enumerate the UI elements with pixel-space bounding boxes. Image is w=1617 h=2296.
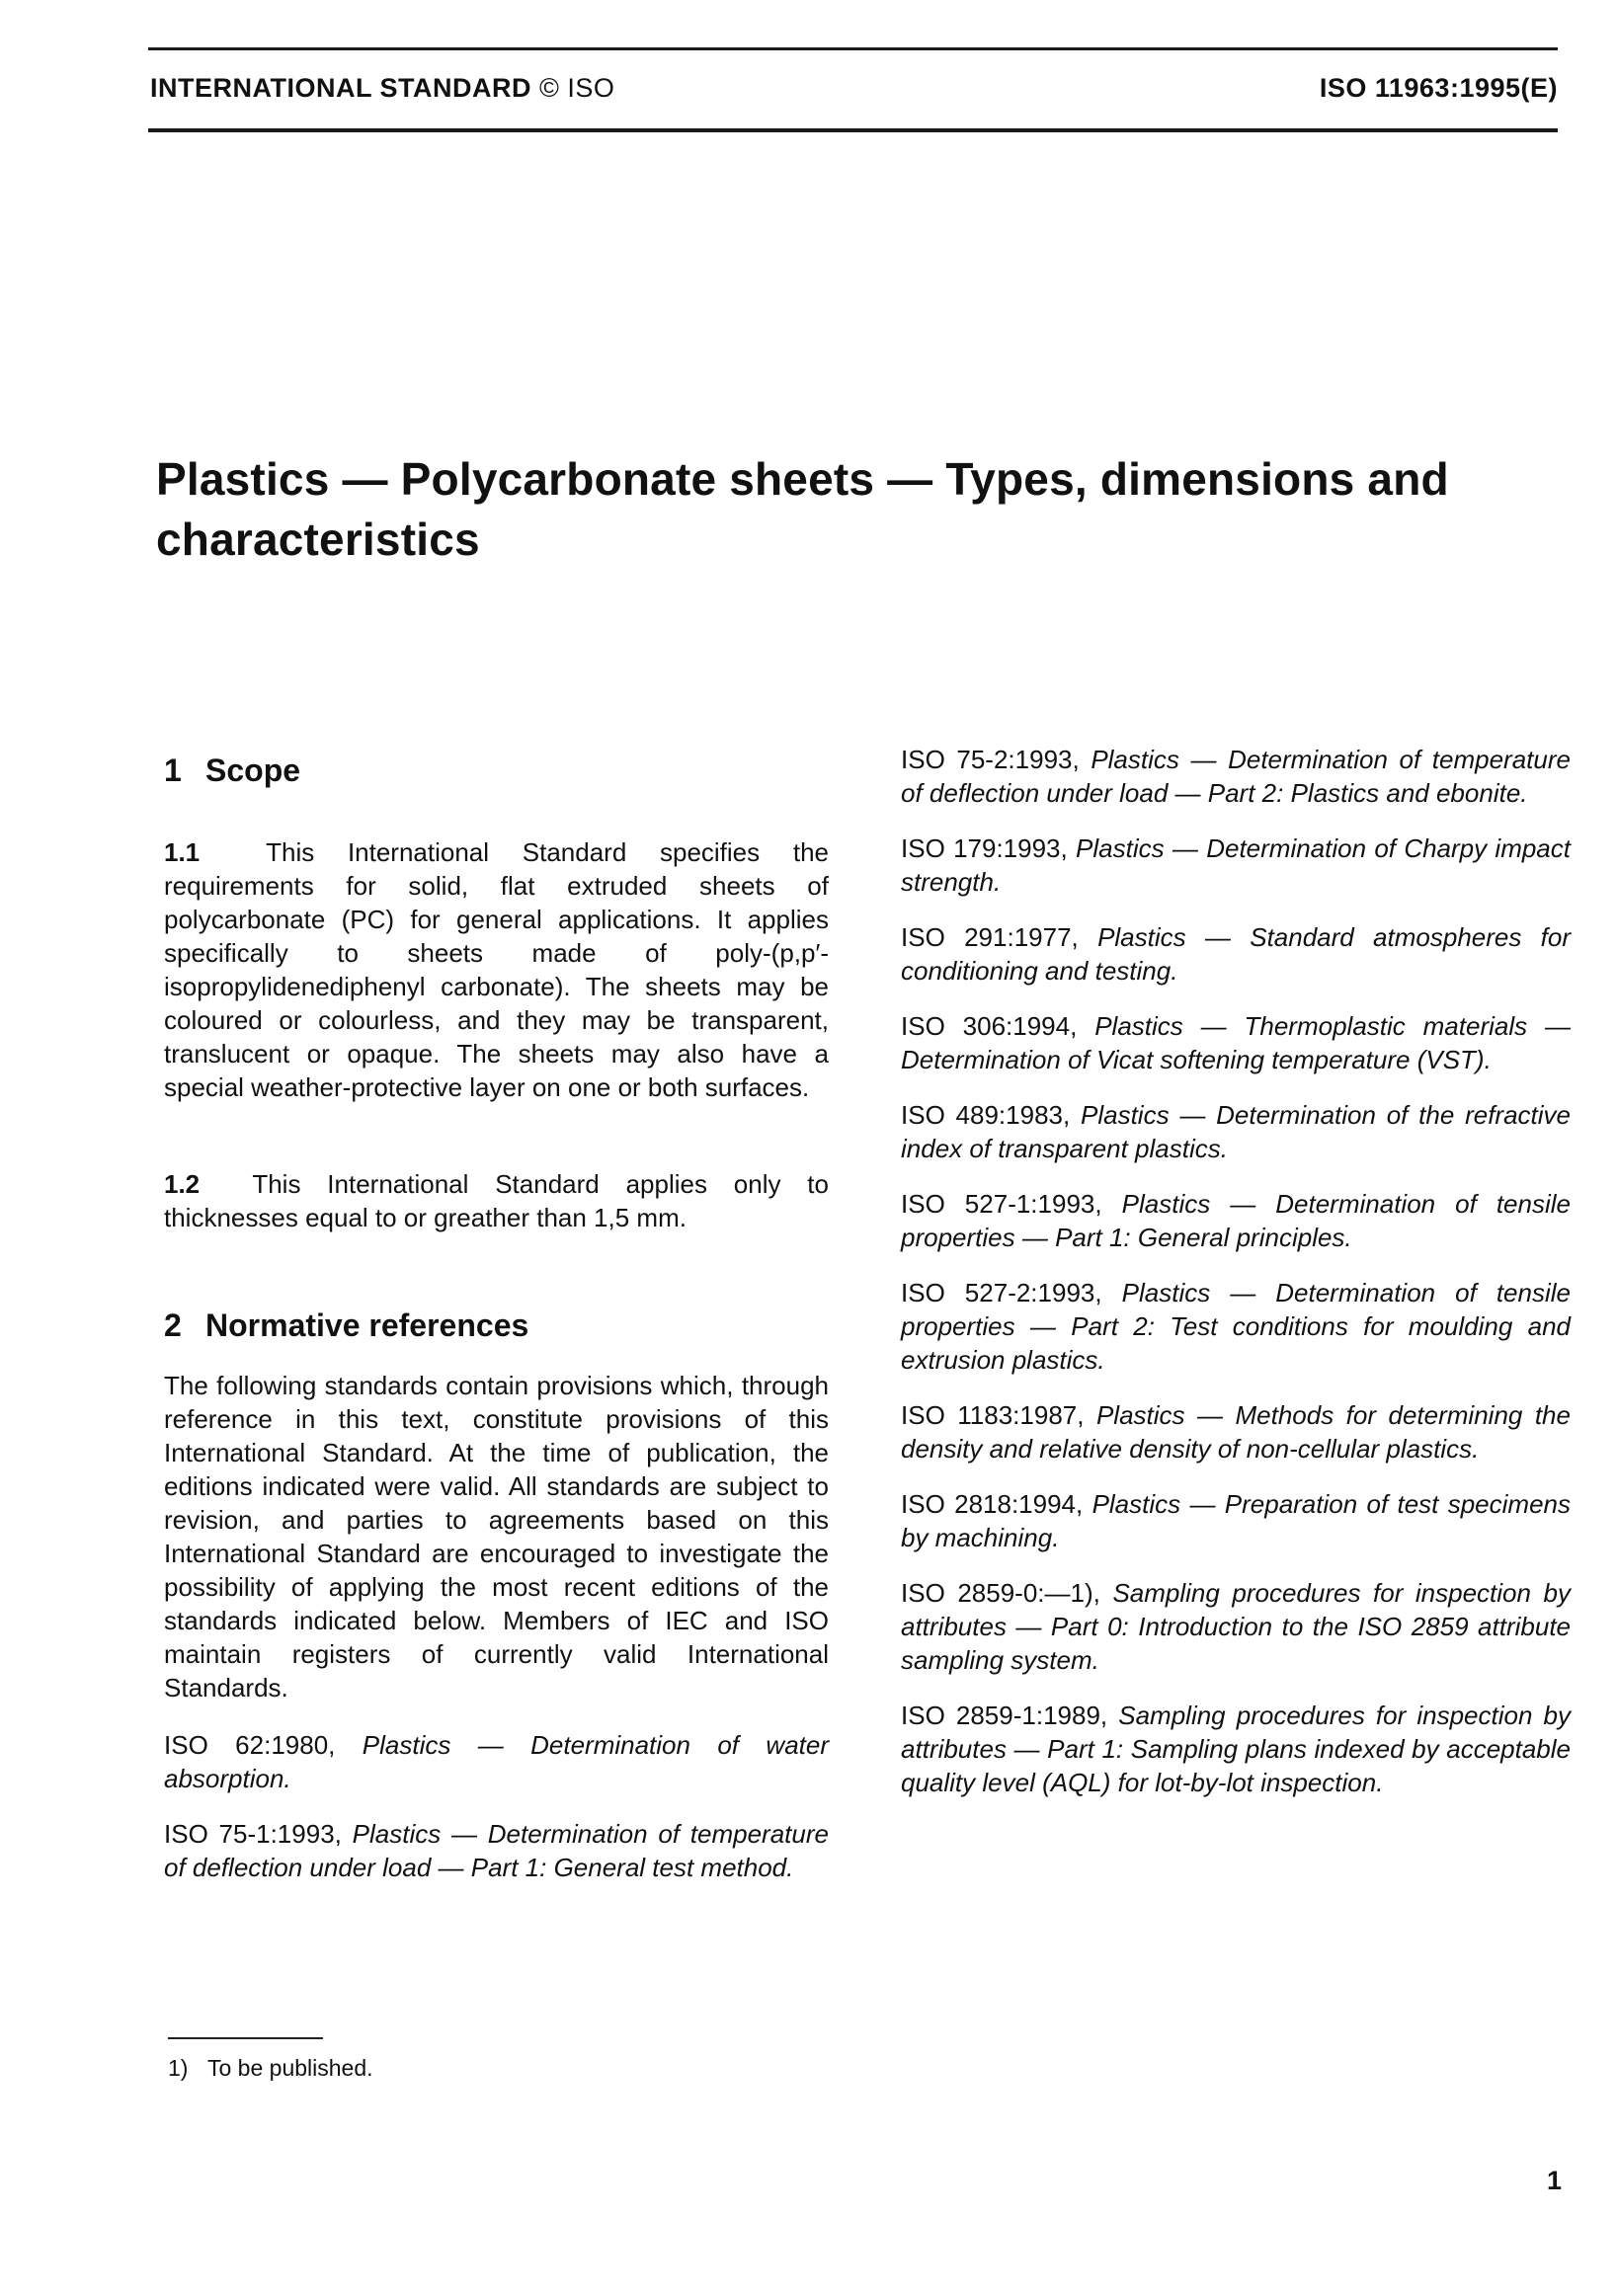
scope-heading-text: Scope bbox=[205, 752, 301, 788]
reference-item bbox=[901, 831, 1571, 899]
header-top-rule bbox=[148, 47, 1558, 50]
reference-title: Plastics — Standard atmospheres for conditioning and testing. bbox=[901, 922, 1571, 986]
reference-code: ISO 62:1980, bbox=[164, 1730, 336, 1760]
reference-code: ISO 489:1983, bbox=[901, 1100, 1071, 1130]
reference-title: Sampling procedures for inspection by attributes — Part 1: Sampling plans indexed by acceptable quality level (AQL) for lot-by-lot inspection. bbox=[901, 1701, 1571, 1797]
reference-item bbox=[901, 1576, 1571, 1677]
reference-code: ISO 75-1:1993, bbox=[164, 1819, 342, 1849]
reference-title: Plastics — Preparation of test specimens by machining. bbox=[901, 1489, 1571, 1552]
reference-title: Plastics — Determination of temperature of deflection under load — Part 1: General test method. bbox=[164, 1819, 829, 1882]
reference-title: Sampling procedures for inspection by attributes — Part 0: Introduction to the ISO 2859 attribute sampling system. bbox=[901, 1578, 1571, 1675]
reference-item bbox=[901, 1187, 1571, 1254]
reference-title: Plastics — Determination of tensile properties — Part 2: Test conditions for moulding and extrusion plastics. bbox=[901, 1278, 1571, 1375]
right-column bbox=[901, 743, 1571, 1799]
reference-item bbox=[901, 1276, 1571, 1377]
reference-item bbox=[901, 1098, 1571, 1165]
reference-item bbox=[901, 743, 1571, 810]
footnote-mark: 1) bbox=[168, 2055, 189, 2081]
header-bottom-rule bbox=[148, 128, 1558, 132]
reference-code: ISO 2818:1994, bbox=[901, 1489, 1084, 1519]
reference-title: Plastics — Determination of the refractive index of transparent plastics. bbox=[901, 1100, 1571, 1163]
reference-item bbox=[901, 1487, 1571, 1554]
scope-paragraph-1-2 bbox=[164, 1167, 829, 1234]
footnote bbox=[168, 2055, 373, 2082]
scope-paragraph-1-1 bbox=[164, 835, 829, 1104]
reference-code: ISO 527-2:1993, bbox=[901, 1278, 1102, 1307]
reference-title: Plastics — Methods for determining the density and relative density of non-cellular plastics. bbox=[901, 1400, 1571, 1464]
reference-item bbox=[901, 1699, 1571, 1799]
reference-code: ISO 291:1977, bbox=[901, 922, 1079, 952]
reference-title: Plastics — Determination of Charpy impact strength. bbox=[901, 833, 1571, 897]
header-document-number: ISO 11963:1995(E) bbox=[1319, 73, 1558, 103]
reference-title: Plastics — Determination of tensile properties — Part 1: General principles. bbox=[901, 1189, 1571, 1252]
paragraph-text: This International Standard applies only to thicknesses equal to or greather than 1,5 mm. bbox=[164, 1169, 829, 1232]
paragraph-text: This International Standard specifies the requirements for solid, flat extruded sheets of polycarbonate (PC) for general applications. It applies specifically to sheets made of poly-(p,p′-isopropylidenediphenyl carbonate). The sheets may be coloured or colourless, and they may be transparent, translucent or opaque. The sheets may also have a special weather-protective layer on one or both surfaces. bbox=[164, 837, 829, 1102]
reference-code: ISO 179:1993, bbox=[901, 833, 1068, 863]
reference-item bbox=[164, 1728, 829, 1795]
reference-title: Plastics — Determination of water absorption. bbox=[164, 1730, 829, 1793]
reference-item bbox=[901, 1009, 1571, 1076]
page-number: 1 bbox=[1546, 2166, 1562, 2195]
left-column bbox=[164, 751, 829, 1884]
footnote-separator bbox=[168, 2037, 323, 2039]
paragraph-number: 1.1 bbox=[164, 837, 201, 867]
reference-code: ISO 527-1:1993, bbox=[901, 1189, 1102, 1219]
reference-title: Plastics — Determination of temperature of deflection under load — Part 2: Plastics and ebonite. bbox=[901, 745, 1571, 808]
reference-code: ISO 2859-0:—1), bbox=[901, 1578, 1100, 1608]
normative-references-intro: The following standards contain provisions which, through reference in this text, constitute provisions of this International Standard. At the time of publication, the editions indicated were valid. All standards are subject to revision, and parties to agreements based on this International Standard are encouraged to investigate the possibility of applying the most recent editions of the standards indicated below. Members of IEC and ISO maintain registers of currently valid International Standards. bbox=[164, 1371, 829, 1702]
header-standard-text: INTERNATIONAL STANDARD bbox=[150, 73, 531, 103]
normative-references-heading bbox=[164, 1306, 829, 1345]
scope-heading-number: 1 bbox=[164, 752, 182, 788]
reference-item bbox=[901, 1398, 1571, 1465]
header-standard-label bbox=[150, 73, 614, 104]
reference-code: ISO 2859-1:1989, bbox=[901, 1701, 1108, 1730]
paragraph-number: 1.2 bbox=[164, 1169, 201, 1199]
footnote-text: To be published. bbox=[207, 2055, 373, 2081]
header-iso-copyright: © ISO bbox=[539, 73, 615, 103]
normative-heading-number: 2 bbox=[164, 1307, 182, 1343]
reference-title: Plastics — Thermoplastic materials — Determination of Vicat softening temperature (VST). bbox=[901, 1011, 1571, 1074]
reference-item bbox=[901, 920, 1571, 988]
reference-code: ISO 75-2:1993, bbox=[901, 745, 1080, 774]
reference-code: ISO 1183:1987, bbox=[901, 1400, 1085, 1430]
reference-item bbox=[164, 1817, 829, 1884]
reference-code: ISO 306:1994, bbox=[901, 1011, 1078, 1041]
document-title: Plastics — Polycarbonate sheets — Types, dimensions and characteristics bbox=[156, 453, 1449, 565]
normative-heading-text: Normative references bbox=[205, 1307, 529, 1343]
scope-heading bbox=[164, 751, 829, 790]
